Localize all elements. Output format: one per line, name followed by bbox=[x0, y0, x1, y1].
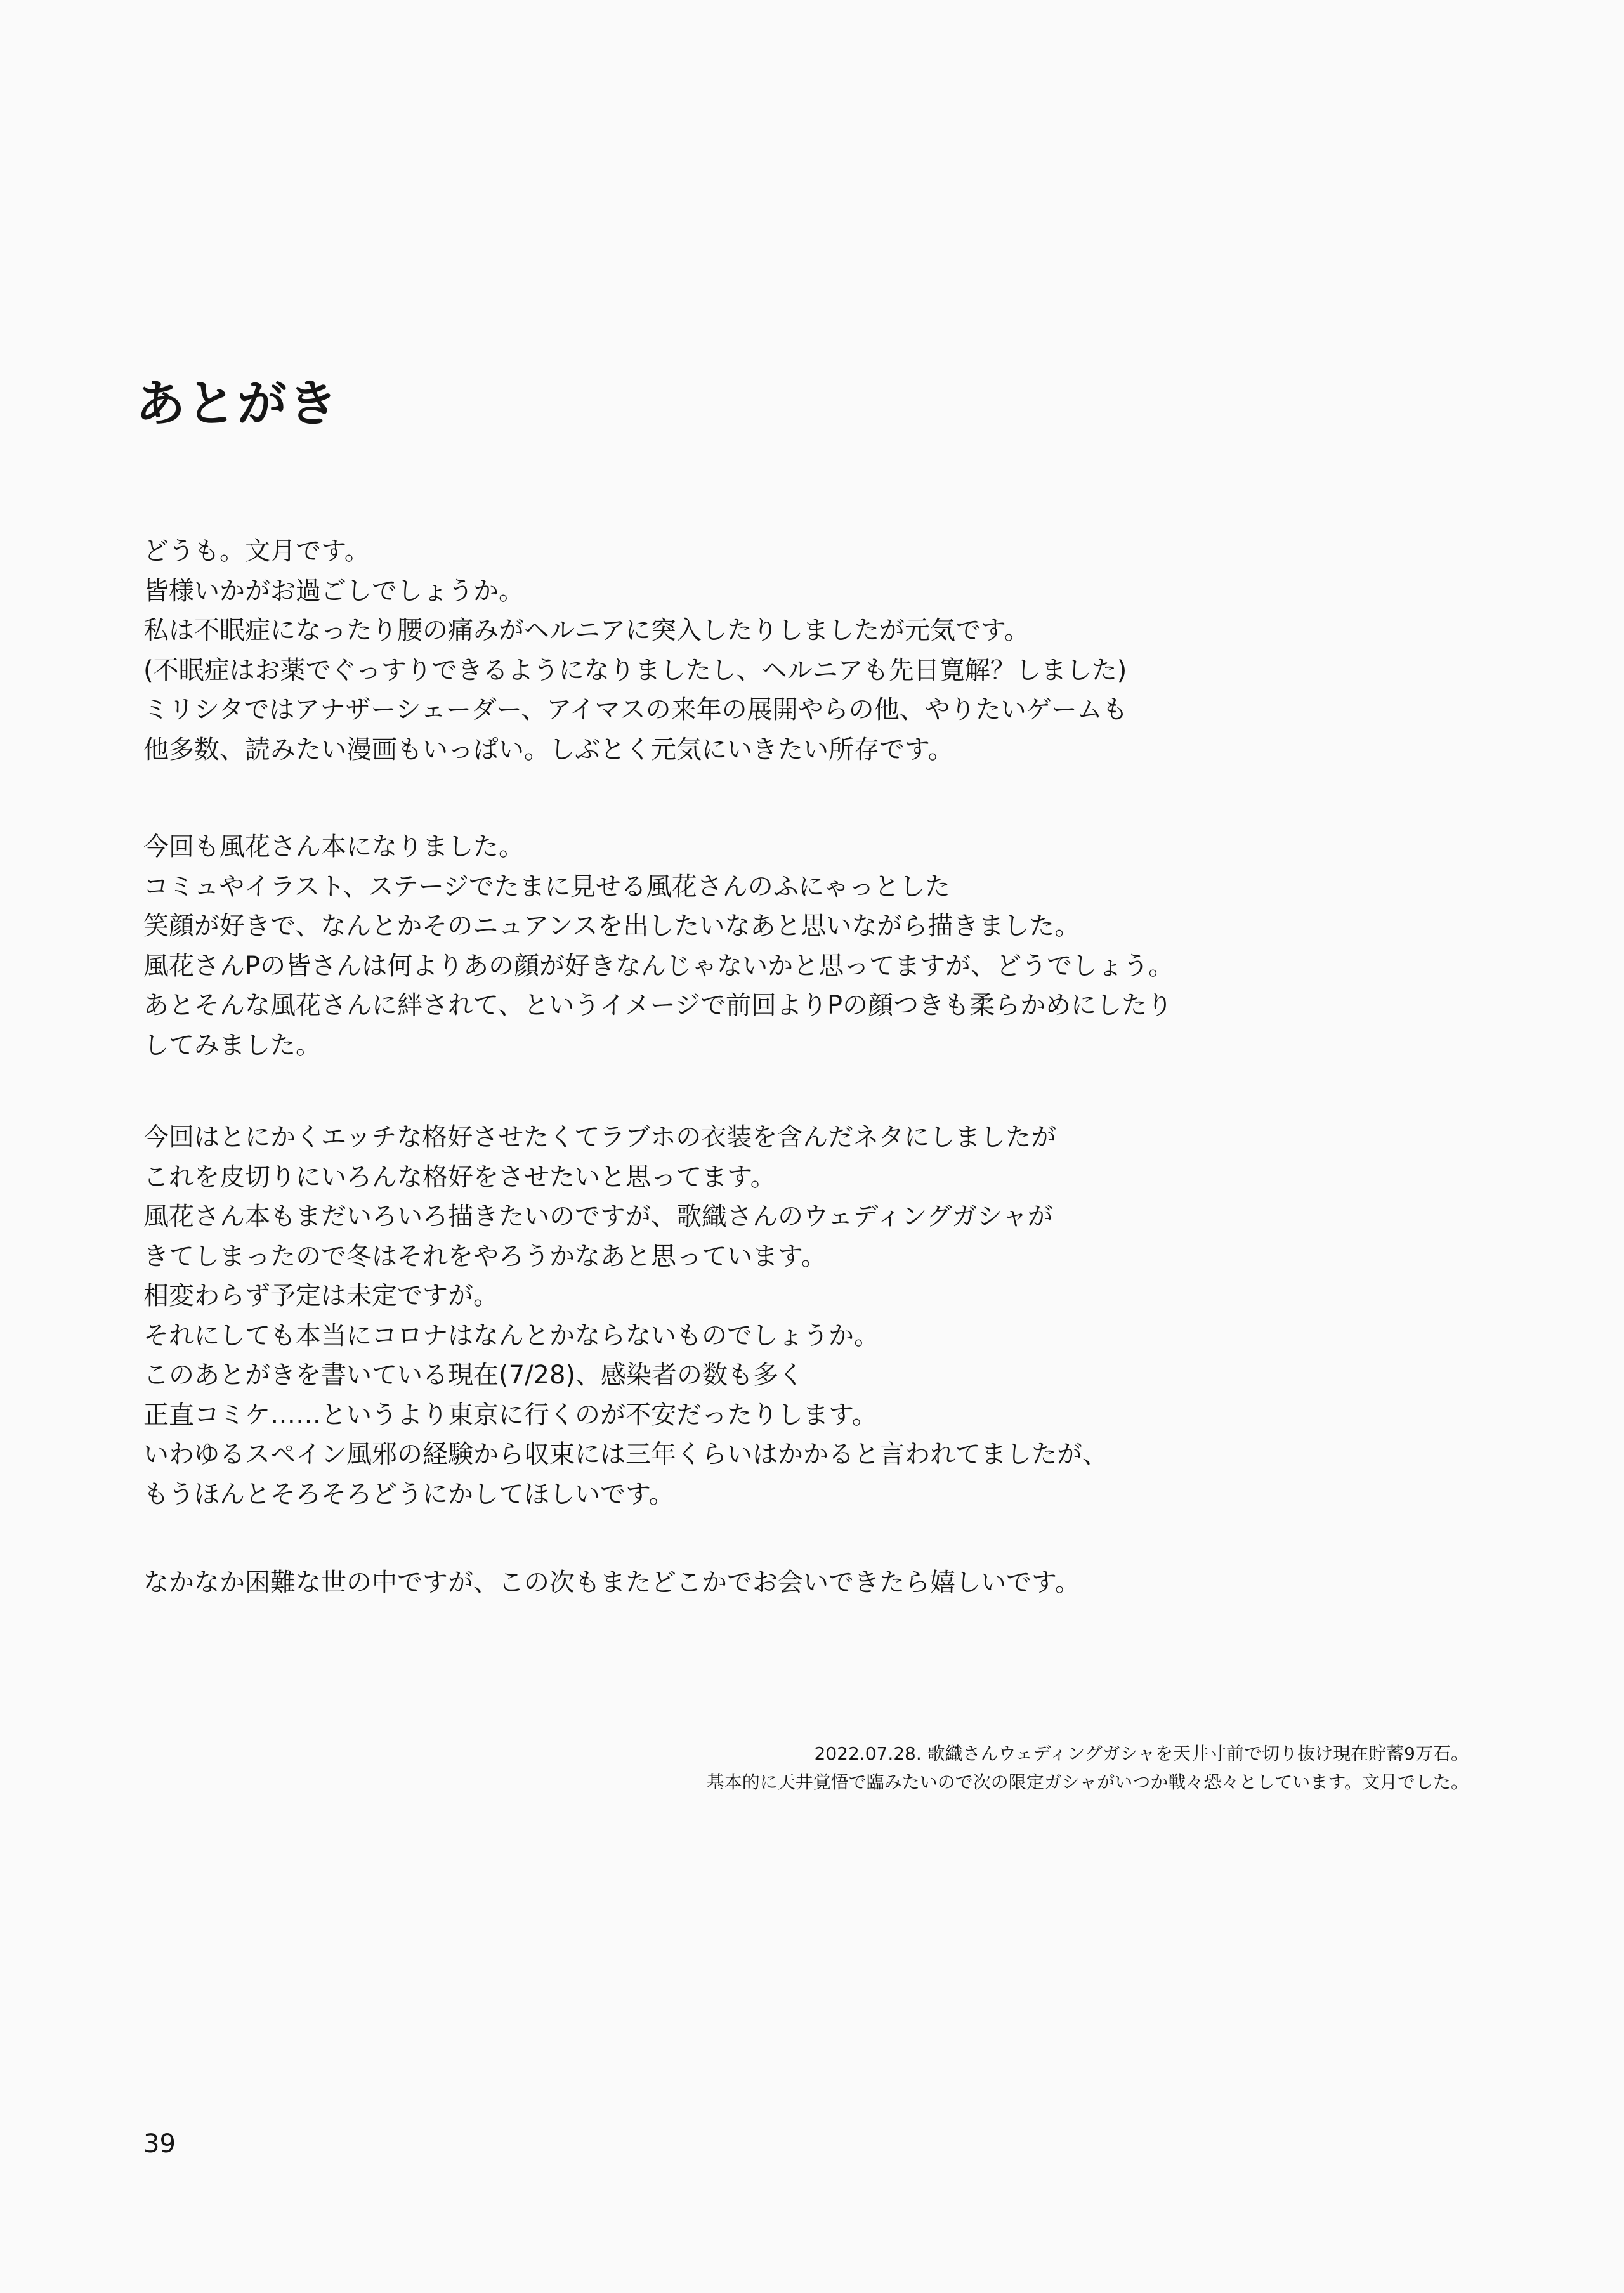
paragraph-closing bbox=[143, 1563, 1080, 1603]
text-line: いわゆるスペイン風邪の経験から収束には三年くらいはかかると言われてましたが、 bbox=[143, 1440, 1108, 1469]
text-line: このあとがきを書いている現在(7/28)、感染者の数も多く bbox=[143, 1361, 804, 1390]
paragraph-greeting bbox=[143, 532, 1128, 769]
text-line: それにしても本当にコロナはなんとかならないものでしょうか。 bbox=[143, 1321, 879, 1350]
page-number: 39 bbox=[143, 2129, 176, 2159]
text-line: 他多数、読みたい漫画もいっぱい。しぶとく元気にいきたい所存です。 bbox=[143, 735, 953, 764]
text-line: これを皮切りにいろんな格好をさせたいと思ってます。 bbox=[143, 1162, 776, 1192]
text-line: どうも。文月です。 bbox=[143, 537, 370, 566]
text-line: 風花さんPの皆さんは何よりあの顔が好きなんじゃないかと思ってますが、どうでしょう。 bbox=[143, 951, 1174, 981]
page-title: あとがき bbox=[136, 376, 339, 433]
paragraph-plans bbox=[143, 1118, 1108, 1514]
text-line: 今回はとにかくエッチな格好させたくてラブホの衣装を含んだネタにしましたが bbox=[143, 1123, 1057, 1152]
text-line: もうほんとそろそろどうにかしてほしいです。 bbox=[143, 1479, 674, 1509]
text-line: ミリシタではアナザーシェーダー、アイマスの来年の展開やらの他、やりたいゲームも bbox=[143, 695, 1128, 724]
text-line: 今回も風花さん本になりました。 bbox=[143, 832, 524, 861]
text-line: 相変わらず予定は未定ですが。 bbox=[143, 1281, 499, 1310]
text-line: コミュやイラスト、ステージでたまに見せる風花さんのふにゃっとした bbox=[143, 872, 950, 901]
postscript-line: 基本的に天井覚悟で臨みたいので次の限定ガシャがいつか戦々恐々としています。文月でした。 bbox=[706, 1772, 1469, 1793]
paragraph-about-book bbox=[143, 827, 1174, 1065]
text-line: 風花さん本もまだいろいろ描きたいのですが、歌織さんのウェディングガシャが bbox=[143, 1202, 1053, 1231]
text-line: なかなか困難な世の中ですが、この次もまたどこかでお会いできたら嬉しいです。 bbox=[143, 1568, 1080, 1597]
text-line: 私は不眠症になったり腰の痛みがヘルニアに突入したりしましたが元気です。 bbox=[143, 616, 1030, 645]
text-line: 笑顔が好きで、なんとかそのニュアンスを出したいなあと思いながら描きました。 bbox=[143, 911, 1080, 941]
postscript-note bbox=[707, 1739, 1469, 1796]
text-line: してみました。 bbox=[143, 1030, 321, 1060]
text-line: 皆様いかがお過ごしでしょうか。 bbox=[143, 576, 524, 606]
postscript-line: 2022.07.28. 歌織さんウェディングガシャを天井寸前で切り抜け現在貯蓄9万石。 bbox=[814, 1743, 1469, 1764]
text-line: 正直コミケ……というより東京に行くのが不安だったりします。 bbox=[143, 1400, 877, 1430]
text-line: (不眠症はお薬でぐっすりできるようになりましたし、ヘルニアも先日寛解？しました) bbox=[143, 655, 1127, 685]
text-line: きてしまったので冬はそれをやろうかなあと思っています。 bbox=[143, 1241, 827, 1271]
text-line: あとそんな風花さんに絆されて、というイメージで前回よりPの顔つきも柔らかめにしたり bbox=[143, 991, 1173, 1020]
